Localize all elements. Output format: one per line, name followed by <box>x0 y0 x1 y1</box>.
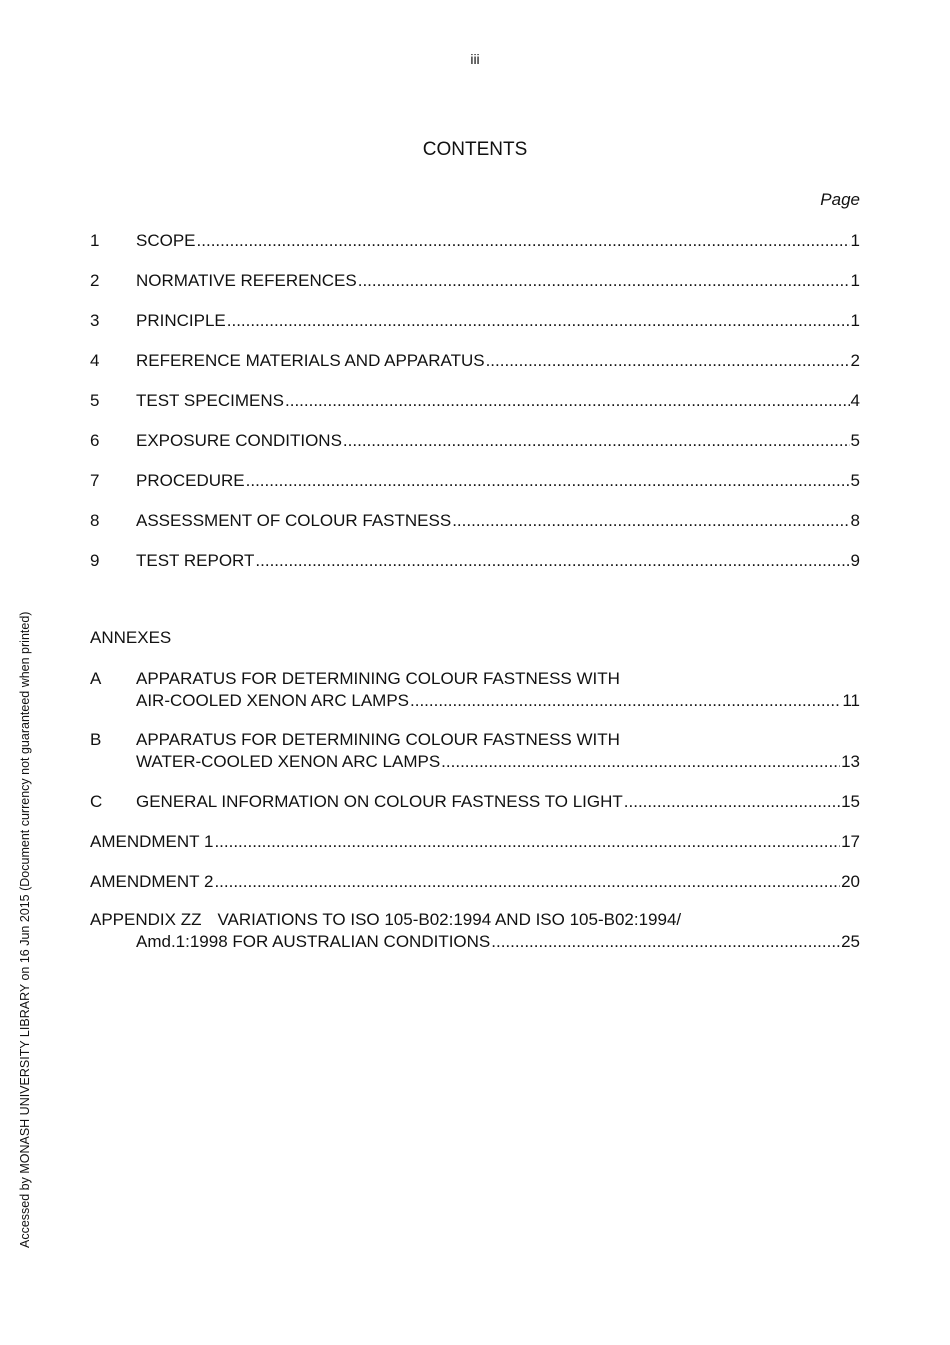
dot-leader <box>358 271 850 291</box>
annex-entry-a-continuation[interactable] <box>136 689 860 711</box>
toc-entry-page: 8 <box>850 511 860 530</box>
dot-leader <box>285 391 850 411</box>
toc-entry-number: 9 <box>90 551 100 570</box>
amendment-entry[interactable] <box>90 870 860 892</box>
dot-leader <box>227 311 850 331</box>
annex-letter: A <box>90 669 102 688</box>
toc-entry-number: 5 <box>90 391 100 410</box>
toc-entry[interactable] <box>90 549 860 571</box>
toc-entry-label: ASSESSMENT OF COLOUR FASTNESS <box>136 511 452 530</box>
dot-leader <box>410 691 841 711</box>
toc-entry-page: 9 <box>850 551 860 570</box>
toc-entry-number: 7 <box>90 471 100 490</box>
toc-entry-page: 5 <box>850 431 860 450</box>
appendix-entry[interactable] <box>90 910 681 930</box>
annexes-heading: ANNEXES <box>90 628 172 647</box>
amendment-entry[interactable] <box>90 830 860 852</box>
amendment-label: AMENDMENT 2 <box>90 872 214 891</box>
annex-entry-a[interactable] <box>90 669 620 689</box>
toc-entry-label: TEST SPECIMENS <box>136 391 284 410</box>
toc-entry[interactable] <box>90 309 860 331</box>
toc-entry-page: 2 <box>850 351 860 370</box>
page-number: iii <box>470 51 480 67</box>
annex-entry-b-continuation[interactable] <box>136 750 860 772</box>
annex-entry-b[interactable] <box>90 730 620 750</box>
toc-entry[interactable] <box>90 389 860 411</box>
amendment-page: 17 <box>841 832 860 851</box>
toc-entry-number: 6 <box>90 431 100 450</box>
dot-leader <box>491 932 840 952</box>
toc-entry-number: 8 <box>90 511 100 530</box>
toc-entry[interactable] <box>90 349 860 371</box>
toc-entry-label: EXPOSURE CONDITIONS <box>136 431 342 450</box>
annex-letter: C <box>90 792 103 811</box>
annex-title-line2: WATER-COOLED XENON ARC LAMPS <box>136 752 441 771</box>
toc-entry-page: 1 <box>850 311 860 330</box>
toc-entry-number: 3 <box>90 311 100 330</box>
annex-page: 13 <box>841 752 860 771</box>
toc-entry-page: 1 <box>850 231 860 250</box>
toc-entry-page: 4 <box>850 391 860 410</box>
annex-title: GENERAL INFORMATION ON COLOUR FASTNESS TO LIGHT <box>136 792 623 811</box>
access-watermark: Accessed by MONASH UNIVERSITY LIBRARY on 16 Jun 2015 (Document currency not guaranteed when printed) <box>18 611 32 1248</box>
dot-leader <box>486 351 850 371</box>
dot-leader <box>246 471 850 491</box>
toc-entry-page: 5 <box>850 471 860 490</box>
dot-leader <box>343 431 850 451</box>
toc-entry-number: 2 <box>90 271 100 290</box>
appendix-page: 25 <box>841 932 860 951</box>
toc-entry-label: PRINCIPLE <box>136 311 226 330</box>
amendment-label: AMENDMENT 1 <box>90 832 214 851</box>
appendix-title-line1: VARIATIONS TO ISO 105-B02:1994 AND ISO 105-B02:1994/ <box>217 910 682 929</box>
toc-entry-label: NORMATIVE REFERENCES <box>136 271 357 290</box>
amendment-page: 20 <box>841 872 860 891</box>
dot-leader <box>624 792 840 812</box>
toc-entry[interactable] <box>90 229 860 251</box>
annex-entry-c[interactable] <box>90 790 860 812</box>
dot-leader <box>197 231 850 251</box>
annex-page: 15 <box>841 792 860 811</box>
toc-entry-number: 4 <box>90 351 100 370</box>
toc-entry[interactable] <box>90 429 860 451</box>
toc-entry-label: PROCEDURE <box>136 471 245 490</box>
toc-entry[interactable] <box>90 269 860 291</box>
toc-entry-label: TEST REPORT <box>136 551 255 570</box>
toc-entry-number: 1 <box>90 231 100 250</box>
appendix-title-line2: Amd.1:1998 FOR AUSTRALIAN CONDITIONS <box>136 932 491 951</box>
dot-leader <box>452 511 849 531</box>
dot-leader <box>441 752 840 772</box>
annex-page: 11 <box>842 691 860 710</box>
dot-leader <box>214 872 840 892</box>
dot-leader <box>214 832 840 852</box>
annex-letter: B <box>90 730 102 749</box>
annex-title-line2: AIR-COOLED XENON ARC LAMPS <box>136 691 410 710</box>
page-column-label: Page <box>820 190 860 209</box>
appendix-code: APPENDIX ZZ <box>90 910 202 929</box>
toc-entry-label: REFERENCE MATERIALS AND APPARATUS <box>136 351 485 370</box>
page-title: CONTENTS <box>422 139 528 160</box>
toc-entry[interactable] <box>90 469 860 491</box>
toc-entry-label: SCOPE <box>136 231 196 250</box>
appendix-entry-continuation[interactable] <box>136 930 860 952</box>
toc-entry-page: 1 <box>850 271 860 290</box>
dot-leader <box>255 551 849 571</box>
annex-title-line1: APPARATUS FOR DETERMINING COLOUR FASTNESS WITH <box>136 730 620 749</box>
annex-title-line1: APPARATUS FOR DETERMINING COLOUR FASTNESS WITH <box>136 669 620 688</box>
toc-entry[interactable] <box>90 509 860 531</box>
